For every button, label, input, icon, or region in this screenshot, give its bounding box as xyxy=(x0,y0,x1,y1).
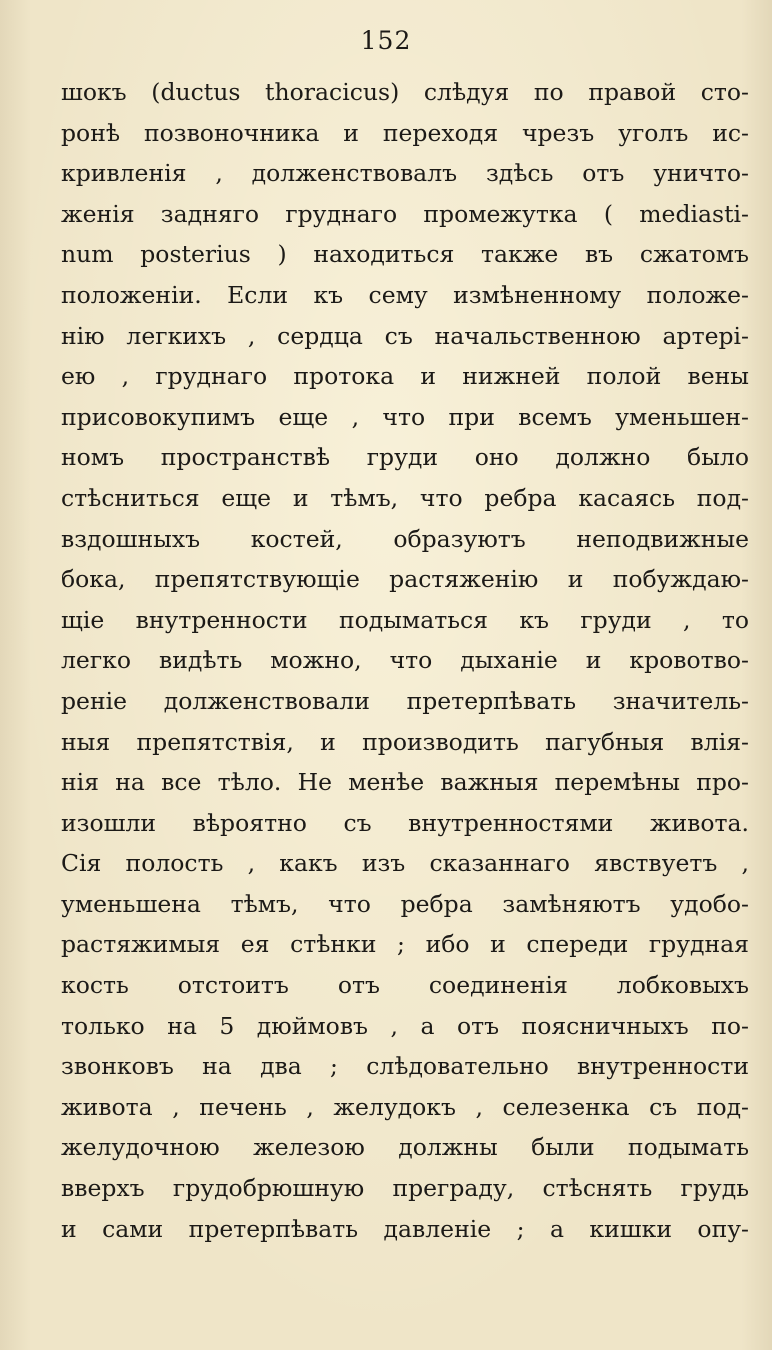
text-line: ныя препятствія, и производить пагубныя влія- xyxy=(61,727,749,756)
text-line: изошли вѣроятно съ внутренностями живота. xyxy=(61,808,749,837)
text-line: щіе внутренности подыматься къ груди , то xyxy=(61,605,749,634)
text-line: реніе долженствовали претерпѣвать значитель- xyxy=(61,686,749,715)
text-line: только на 5 дюймовъ , а отъ поясничныхъ по- xyxy=(61,1011,749,1040)
text-line: стѣсниться еще и тѣмъ, что ребра касаясь под- xyxy=(61,483,749,512)
text-line: шокъ (ductus thoracicus) слѣдуя по правой сто- xyxy=(61,78,749,106)
text-line: ею , груднаго протока и нижней полой вены xyxy=(61,362,749,391)
page-number: 152 xyxy=(360,26,412,55)
text-line: нія на все тѣло. Не менѣе важныя перемѣны про- xyxy=(61,768,749,797)
text-line: уменьшена тѣмъ, что ребра замѣняютъ удобо- xyxy=(61,889,749,918)
text-line: бока, препятствующіе растяженію и побуждаю- xyxy=(61,565,749,594)
text-line: num posterius ) находиться также въ сжатомъ xyxy=(61,240,749,269)
body-text xyxy=(61,72,749,1249)
text-line: ронѣ позвоночника и переходя чрезъ уголъ ис- xyxy=(61,118,749,147)
text-line: и сами претерпѣвать давленіе ; а кишки опу- xyxy=(61,1214,749,1243)
text-line: кривленія , долженствовалъ здѣсь отъ уничто- xyxy=(61,159,749,188)
text-line: растяжимыя ея стѣнки ; ибо и спереди грудная xyxy=(61,930,749,959)
text-line: номъ пространствѣ груди оно должно было xyxy=(61,443,749,472)
text-line: присовокупимъ еще , что при всемъ уменьшен- xyxy=(61,402,749,431)
text-line: звонковъ на два ; слѣдовательно внутренности xyxy=(61,1052,749,1081)
text-line: вверхъ грудобрюшную преграду, стѣснять грудь xyxy=(61,1174,749,1203)
text-line: вздошныхъ костей, образуютъ неподвижные xyxy=(61,524,749,553)
text-line: кость отстоитъ отъ соединенія лобковыхъ xyxy=(61,971,749,1000)
text-line: женія задняго груднаго промежутка ( mediasti- xyxy=(61,199,749,228)
text-line: желудочною железою должны были подымать xyxy=(61,1133,749,1162)
text-line: живота , печень , желудокъ , селезенка съ под- xyxy=(61,1092,749,1121)
text-line: положеніи. Если къ сему измѣненному положе- xyxy=(61,280,749,309)
text-line: нію легкихъ , сердца съ начальственною артері- xyxy=(61,321,749,350)
text-line: Сія полость , какъ изъ сказаннаго явствуетъ , xyxy=(61,849,749,878)
text-line: легко видѣть можно, что дыханіе и кровотво- xyxy=(61,646,749,675)
